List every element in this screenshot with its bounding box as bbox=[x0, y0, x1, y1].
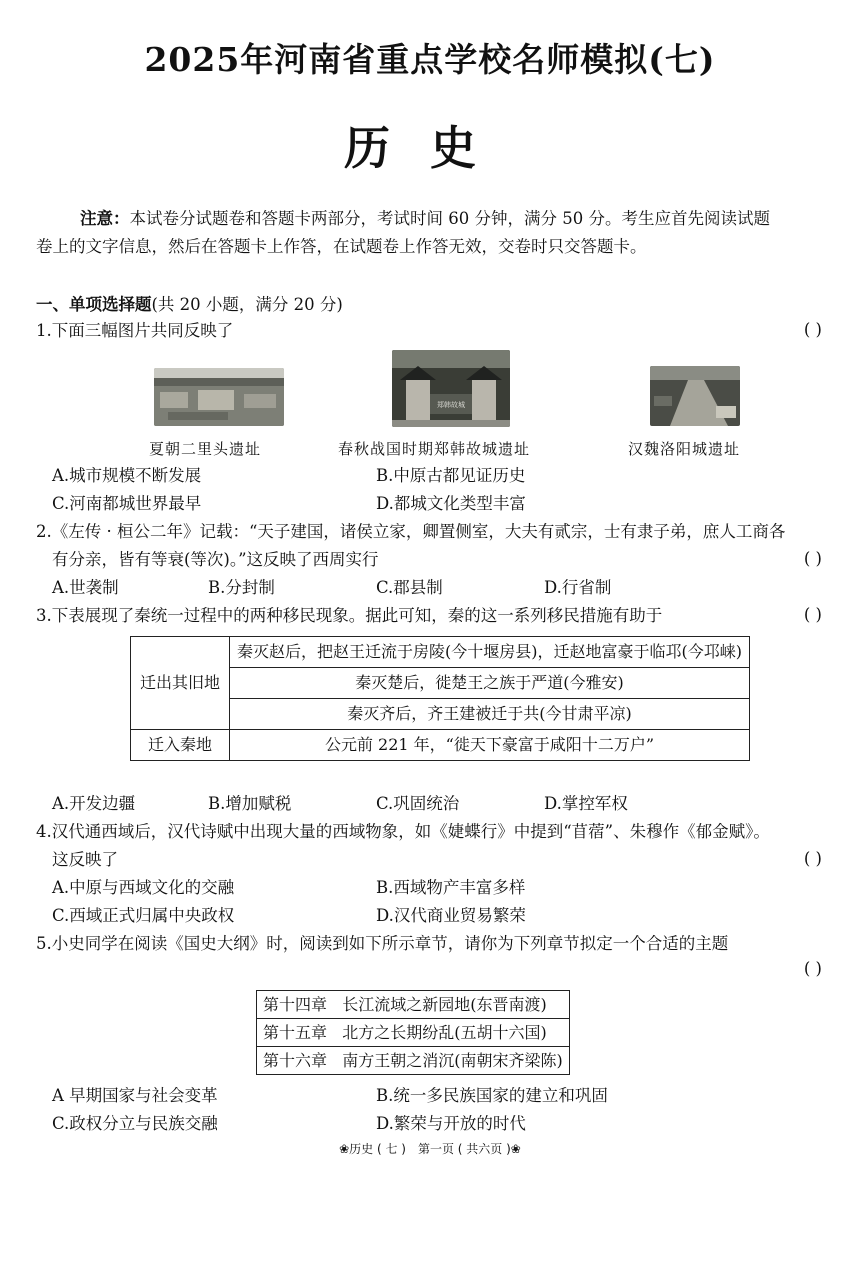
table-label-moved-out: 迁出其旧地 bbox=[131, 637, 230, 730]
q1-caption-2: 春秋战国时期郑韩故城遗址 bbox=[338, 440, 531, 458]
q3-option-c: C.巩固统治 bbox=[376, 794, 460, 813]
q1-caption-1: 夏朝二里头遗址 bbox=[149, 440, 262, 458]
zhenghan-city-gate-image bbox=[392, 350, 510, 427]
chapter-list-table bbox=[256, 990, 570, 1075]
q2-option-a: A.世袭制 bbox=[52, 578, 119, 597]
chapter-row bbox=[257, 991, 570, 1019]
section-note: (共 20 小题，满分 20 分) bbox=[151, 295, 343, 314]
chapter-number: 第十五章 bbox=[263, 1023, 328, 1042]
q1-option-b: B.中原古都见证历史 bbox=[376, 466, 526, 485]
table-cell-chu: 秦灭楚后，徙楚王之族于严道(今雅安) bbox=[230, 668, 750, 699]
table-cell-qi: 秦灭齐后，齐王建被迁于共(今甘肃平凉) bbox=[230, 699, 750, 730]
q2-option-c: C.郡县制 bbox=[376, 578, 443, 597]
q3-option-d: D.掌控军权 bbox=[544, 794, 628, 813]
subject-title: 历史 bbox=[344, 121, 516, 175]
q2-stem-line-2: 有分亲，皆有等衰(等次)。”这反映了西周实行 bbox=[52, 550, 379, 569]
notice-line-1 bbox=[80, 208, 770, 230]
q5-option-a: A 早期国家与社会变革 bbox=[52, 1086, 218, 1105]
q2-stem-line-1: 2.《左传 · 桓公二年》记载：“天子建国，诸侯立家，卿置侧室，大夫有贰宗，士有隶子弟，庶人工商各 bbox=[36, 522, 786, 541]
chapter-title: 北方之长期纷乱(五胡十六国) bbox=[342, 1023, 547, 1042]
page-footer: ❀历史 ( 七 ) 第一页 ( 共六页 )❀ bbox=[339, 1142, 521, 1156]
q5-stem: 5.小史同学在阅读《国史大纲》时，阅读到如下所示章节，请你为下列章节拟定一个合适的主题 bbox=[36, 934, 729, 953]
q1-answer-paren: ( ) bbox=[803, 320, 822, 339]
table-cell-xianyang: 公元前 221 年，“徙天下豪富于咸阳十二万户” bbox=[230, 730, 750, 761]
q2-answer-paren: ( ) bbox=[803, 549, 822, 568]
q5-answer-paren: ( ) bbox=[803, 959, 822, 978]
table-cell-zhao: 秦灭赵后，把赵王迁流于房陵(今十堰房县)，迁赵地富豪于临邛(今邛崃) bbox=[230, 637, 750, 668]
q1-stem: 1.下面三幅图片共同反映了 bbox=[36, 321, 234, 340]
chapter-row bbox=[257, 1047, 570, 1075]
q4-stem-line-2: 这反映了 bbox=[52, 850, 118, 869]
section-heading bbox=[36, 294, 343, 316]
q4-option-d: D.汉代商业贸易繁荣 bbox=[376, 906, 526, 925]
q4-answer-paren: ( ) bbox=[803, 849, 822, 868]
notice-label: 注意： bbox=[80, 209, 130, 228]
q1-option-a: A.城市规模不断发展 bbox=[52, 466, 202, 485]
q1-caption-3: 汉魏洛阳城遗址 bbox=[628, 440, 741, 458]
notice-line-2: 卷上的文字信息，然后在答题卡上作答，在试题卷上作答无效，交卷时只交答题卡。 bbox=[36, 237, 647, 256]
q4-option-a: A.中原与西域文化的交融 bbox=[52, 878, 235, 897]
chapter-row bbox=[257, 1019, 570, 1047]
gate-sign-text: 郑韩故城 bbox=[437, 401, 465, 409]
q2-option-b: B.分封制 bbox=[208, 578, 275, 597]
luoyang-site-image bbox=[650, 366, 740, 426]
chapter-number: 第十六章 bbox=[263, 1051, 328, 1070]
q5-option-b: B.统一多民族国家的建立和巩固 bbox=[376, 1086, 608, 1105]
erlitou-site-image bbox=[154, 368, 284, 426]
q1-option-d: D.都城文化类型丰富 bbox=[376, 494, 526, 513]
section-title: 一、单项选择题 bbox=[36, 295, 152, 314]
chapter-title: 长江流域之新园地(东晋南渡) bbox=[342, 995, 547, 1014]
migration-table bbox=[130, 636, 750, 761]
q5-option-c: C.政权分立与民族交融 bbox=[52, 1114, 218, 1133]
q1-option-c: C.河南都城世界最早 bbox=[52, 494, 202, 513]
q4-stem-line-1: 4.汉代通西域后，汉代诗赋中出现大量的西域物象，如《婕蝶行》中提到“苜蓿”、朱穆作《郁金赋》。 bbox=[36, 822, 770, 841]
q3-answer-paren: ( ) bbox=[803, 605, 822, 624]
notice-text-1: 本试卷分试题卷和答题卡两部分，考试时间 60 分钟，满分 50 分。考生应首先阅读试题 bbox=[129, 209, 770, 228]
q3-option-a: A.开发边疆 bbox=[52, 794, 136, 813]
q2-option-d: D.行省制 bbox=[544, 578, 612, 597]
chapter-title: 南方王朝之消沉(南朝宋齐梁陈) bbox=[342, 1051, 563, 1070]
q5-option-d: D.繁荣与开放的时代 bbox=[376, 1114, 526, 1133]
chapter-number: 第十四章 bbox=[263, 995, 328, 1014]
exam-title: 2025年河南省重点学校名师模拟(七) bbox=[144, 40, 716, 79]
q4-option-c: C.西域正式归属中央政权 bbox=[52, 906, 235, 925]
q4-option-b: B.西域物产丰富多样 bbox=[376, 878, 526, 897]
table-label-moved-in: 迁入秦地 bbox=[131, 730, 230, 761]
q3-stem: 3.下表展现了秦统一过程中的两种移民现象。据此可知，秦的这一系列移民措施有助于 bbox=[36, 606, 663, 625]
q3-option-b: B.增加赋税 bbox=[208, 794, 292, 813]
